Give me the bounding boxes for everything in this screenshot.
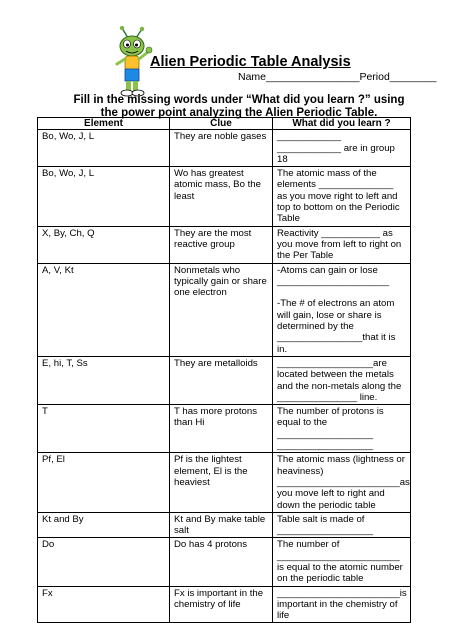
alien-mascot-icon [108,26,156,98]
table-row [38,226,411,263]
learned-cell: Table salt is made of __________________ [273,512,411,538]
clue-cell: They are metalloids [170,356,273,404]
learned-cell: Reactivity ___________ as you move from left to right on the Per Table [273,226,411,263]
worksheet-title: Alien Periodic Table Analysis [150,54,351,70]
table-row [38,263,411,356]
column-header-element: Element [38,118,170,130]
alien-periodic-table [37,117,411,623]
instructions-text: Fill in the missing words under “What did you learn ?” using the power point analyzing the Alien Periodic Table. [73,94,405,119]
learned-cell: __________________are located between the metals and the non-metals along the _______________ line. [273,356,411,404]
clue-cell: Fx is important in the chemistry of life [170,586,273,623]
element-cell: E, hi, T, Ss [38,356,170,404]
learned-cell: The atomic mass of the elements ______________ as you move right to left and top to bottom on the Periodic Table [273,167,411,226]
clue-cell: Wo has greatest atomic mass, Bo the least [170,167,273,226]
element-cell: Pf, El [38,453,170,512]
element-cell: Do [38,538,170,586]
table-row [38,356,411,404]
table-row [38,453,411,512]
clue-cell: They are noble gases [170,130,273,167]
element-cell: T [38,405,170,453]
table-row [38,586,411,623]
learned-cell: The number of protons is equal to the __________________ __________________ [273,405,411,453]
element-cell: Fx [38,586,170,623]
clue-cell: T has more protons than Hi [170,405,273,453]
learned-cell: ____________ ____________ are in group 18 [273,130,411,167]
name-period-line: Name________________Period________ [238,71,437,83]
clue-cell: Kt and By make table salt [170,512,273,538]
table-row [38,405,411,453]
table-row [38,512,411,538]
column-header-clue: Clue [170,118,273,130]
learned-cell: The number of _______________________ is equal to the atomic number on the periodic table [273,538,411,586]
table-row [38,167,411,226]
table-header-row [38,118,411,130]
element-cell: Bo, Wo, J, L [38,130,170,167]
learned-cell: -Atoms can gain or lose _____________________ -The # of electrons an atom will gain, lose or share is determined by the ________________that it is in. [273,263,411,356]
element-cell: Kt and By [38,512,170,538]
clue-cell: Nonmetals who typically gain or share one electron [170,263,273,356]
clue-cell: Pf is the lightest element, El is the heaviest [170,453,273,512]
element-cell: Bo, Wo, J, L [38,167,170,226]
table-row [38,538,411,586]
element-cell: A, V, Kt [38,263,170,356]
learned-cell: _______________________is important in the chemistry of life [273,586,411,623]
table-row [38,130,411,167]
clue-cell: Do has 4 protons [170,538,273,586]
clue-cell: They are the most reactive group [170,226,273,263]
column-header-learned: What did you learn ? [273,118,411,130]
element-cell: X, By, Ch, Q [38,226,170,263]
learned-cell: The atomic mass (lightness or heaviness) _______________________as you move left to right and down the periodic table [273,453,411,512]
